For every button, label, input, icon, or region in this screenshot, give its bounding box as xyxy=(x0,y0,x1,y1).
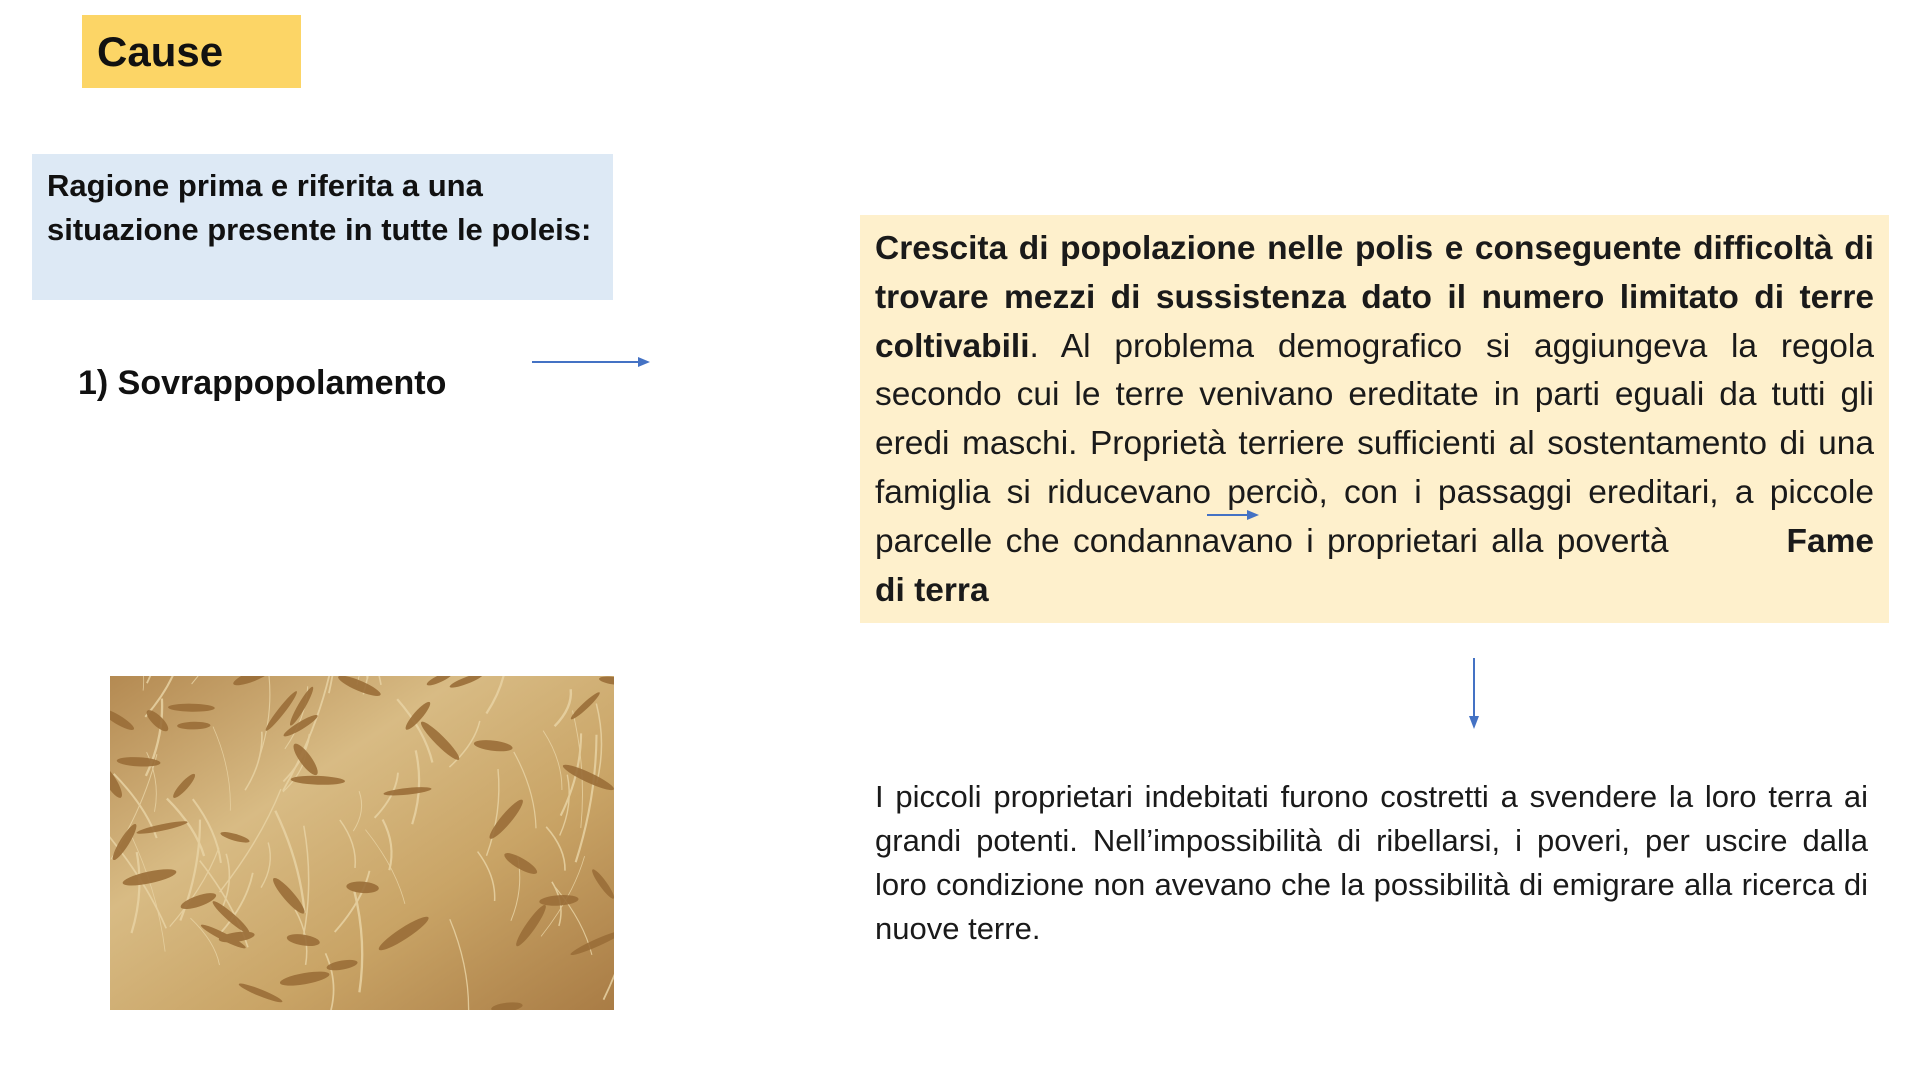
consequence-text: I piccoli proprietari indebitati furono costretti a svendere la loro terra ai grandi potenti. Nell’impossibilità di ribellarsi, i poveri, per uscire dalla loro condizione non avevano che la possibilità di emigrare alla ricerca di nuove terre. xyxy=(875,779,1868,946)
inline-right-arrow-icon xyxy=(1205,508,1261,522)
reason-text: Ragione prima e riferita a una situazione presente in tutte le poleis: xyxy=(47,168,592,247)
reason-box xyxy=(32,154,613,300)
down-arrow-icon xyxy=(1466,656,1482,732)
wheat-photo-illustration xyxy=(110,676,614,1010)
wheat-field-image xyxy=(110,676,614,1010)
land-hunger-label: Fame di terra xyxy=(875,522,1874,609)
right-arrow-icon xyxy=(530,354,652,370)
slide-title-text: Cause xyxy=(97,27,224,75)
explanation-bold-intro: Crescita di popolazione nelle polis e conseguente difficoltà di trovare mezzi di sussistenza dato il numero limitato di terre coltivabili xyxy=(875,230,1874,365)
explanation-body: . Al problema demografico si aggiungeva la regola secondo cui le terre venivano ereditate in parti eguali da tutti gli eredi maschi. Proprietà terriere sufficienti al sostentamento di una famiglia si riducevano perciò, con i passaggi ereditari, a piccole parcelle che condannavano i proprietari alla povertà xyxy=(875,327,1874,560)
slide-title xyxy=(82,15,301,88)
overpopulation-explanation-box xyxy=(860,215,1889,623)
overpopulation-heading: 1) Sovrappopolamento xyxy=(78,364,447,402)
